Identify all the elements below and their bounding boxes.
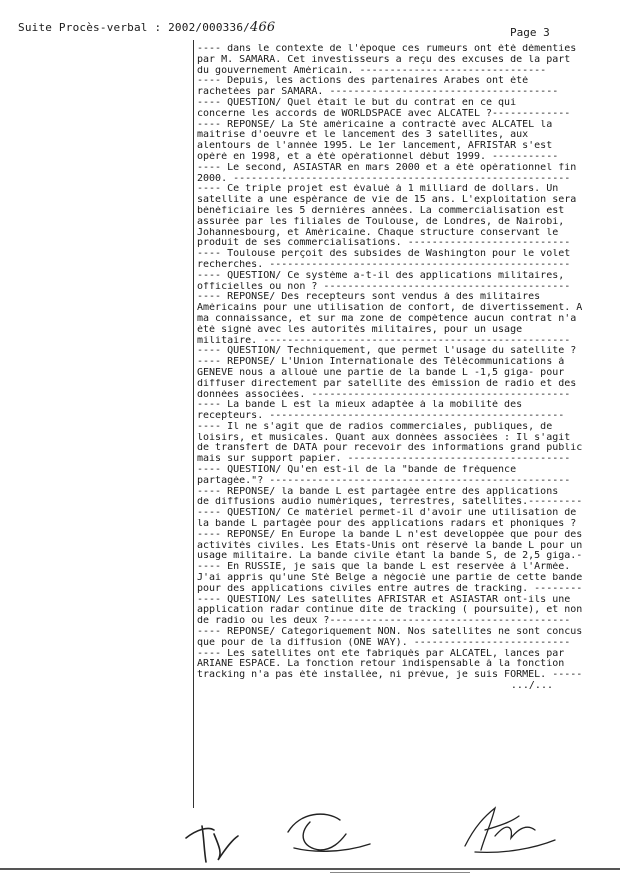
text-line: du gouvernement Américain. ------------------------------- xyxy=(197,65,547,76)
text-line: ---- REPONSE/ Des recepteurs sont vendus à des militaires xyxy=(197,292,541,303)
handwritten-page-number: 466 xyxy=(249,20,276,35)
reference-number: Suite Procès-verbal : 2002/000336/ xyxy=(18,21,250,34)
footer-rule-secondary xyxy=(330,872,470,873)
text-line: par M. SAMARA. Cet investisseurs a reçu des excuses de la part xyxy=(197,54,571,65)
text-line: Américains pour une utilisation de confort, de divertissement. A xyxy=(197,303,583,314)
text-line: ---- REPONSE/ Categoriquement NON. Nos satellites ne sont concus xyxy=(197,627,583,638)
text-line: données associées. ------------------------------------------- xyxy=(197,389,571,400)
text-line: ---- Les satellites ont ete fabriqués par ALCATEL, lances par xyxy=(197,648,565,659)
text-line: ---- dans le contexte de l'époque ces rumeurs ont été démenties xyxy=(197,44,577,54)
text-line: ---- REPONSE/ L'Union Internationale des Télécommunications à xyxy=(197,357,565,368)
text-line: recherches. -------------------------------------------------- xyxy=(197,259,571,270)
text-line: ---- En RUSSIE, je sais que la bande L est reservée à l'Armée. xyxy=(197,562,571,573)
text-line: ---- Ce triple projet est évalué à 1 milliard de dollars. Un xyxy=(197,184,559,195)
text-line: ---- Toulouse perçoit des subsides de Washington pour le volet xyxy=(197,249,571,260)
continuation-marker: .../... xyxy=(510,681,553,692)
text-line: ---- QUESTION/ Quel était le but du contrat en ce qui xyxy=(197,97,517,108)
text-line: de radio ou les deux ?---------------------------------------- xyxy=(197,616,571,627)
text-line: loisirs, et musicales. Quant aux données associées : Il s'agit xyxy=(197,432,571,443)
text-line: officielles ou non ? ----------------------------------------- xyxy=(197,281,571,292)
text-line: ---- Depuis, les actions des partenaires Arabes ont été xyxy=(197,76,529,87)
text-line: 2000. -------------------------------------------------------- xyxy=(197,173,571,184)
text-line: rachetées par SAMARA. -------------------------------------- xyxy=(197,87,559,98)
text-line: ---- QUESTION/ Ce matériel permet-il d'avoir une utilisation de xyxy=(197,508,577,519)
text-line: produit de ses commercialisations. --------------------------- xyxy=(197,238,571,249)
text-line: militaire. --------------------------------------------------- xyxy=(197,335,571,346)
text-line: application radar continue dite de tracking ( poursuite), et non xyxy=(197,605,583,616)
signature-2 xyxy=(280,804,380,860)
text-line: ma connaissance, et sur ma zone de compétence aucun contrat n'a xyxy=(197,313,577,324)
signature-3 xyxy=(455,796,565,858)
text-line: ---- Il ne s'agit que de radios commerciales, publiques, de xyxy=(197,421,553,432)
left-margin-line xyxy=(193,40,194,808)
text-line: bénéficiaire les 5 dernières années. La commercialisation est xyxy=(197,205,565,216)
text-line: concerne les accords de WORLDSPACE avec ALCATEL ?------------- xyxy=(197,108,571,119)
text-line: satellite a une espérance de vie de 15 ans. L'exploitation sera xyxy=(197,195,577,206)
text-line: ---- QUESTION/ Techniquement, que permet l'usage du satellite ? xyxy=(197,346,577,357)
text-line: de diffusions audio numériques, terrestres, satellites.--------- xyxy=(197,497,583,508)
text-line: ARIANE ESPACE. La fonction retour indispensable à la fonction xyxy=(197,659,565,670)
text-line: GENEVE nous a alloué une partie de la bande L -1,5 giga- pour xyxy=(197,367,565,378)
text-line: ---- REPONSE/ la bande L est partagée entre des applications xyxy=(197,486,559,497)
text-line: ---- QUESTION/ Les satellites AFRISTAR et ASIASTAR ont-ils une xyxy=(197,594,571,605)
text-line: J'ai appris qu'une Sté Belge a négocié une partie de cette bande xyxy=(197,573,583,584)
text-line: assurée par les filiales de Toulouse, de Londres, de Nairobi, xyxy=(197,216,565,227)
text-line: mais sur support papier. ------------------------------------- xyxy=(197,454,571,465)
text-line: Johannesbourg, et Américaine. Chaque structure conservant le xyxy=(197,227,559,238)
text-line: de transfert de DATA pour recevoir des informations grand public xyxy=(197,443,583,454)
text-line: pour des applications civiles entre autres de tracking. -------- xyxy=(197,583,583,594)
text-line: alentours de l'année 1995. Le 1er lancement, AFRISTAR s'est xyxy=(197,141,553,152)
text-line: ---- Le second, ASIASTAR en mars 2000 et a été opérationnel fin xyxy=(197,162,577,173)
text-line: la bande L partagée pour des applications radars et phoniques ? xyxy=(197,519,577,530)
text-line: été signé avec les autorités militaires, pour un usage xyxy=(197,324,523,335)
text-line: ---- QUESTION/ Ce système a-t-il des applications militaires, xyxy=(197,270,565,281)
text-line: activités civiles. Les Etats-Unis ont réservé la bande L pour un xyxy=(197,540,583,551)
signature-1 xyxy=(180,808,270,866)
text-line: ---- QUESTION/ Qu'en est-il de la "bande de fréquence xyxy=(197,465,517,476)
text-line: maitrise d'oeuvre et le lancement des 3 satellites, aux xyxy=(197,130,529,141)
text-line: partagée."? -------------------------------------------------- xyxy=(197,475,571,486)
text-line: recepteurs. ------------------------------------------------- xyxy=(197,411,565,422)
text-line: ---- La bande L est la mieux adaptée à la mobilité des xyxy=(197,400,523,411)
reference-header xyxy=(18,20,275,35)
text-line: ---- REPONSE/ La Sté américaine a contracté avec ALCATEL la xyxy=(197,119,553,130)
text-line: usage militaire. La bande civile étant la bande S, de 2,5 giga.- xyxy=(197,551,583,562)
text-line: diffuser directement par satellite des émission de radio et des xyxy=(197,378,577,389)
text-line: opéré en 1998, et a été opérationnel début 1999. ----------- xyxy=(197,151,559,162)
footer-rule xyxy=(0,868,620,870)
text-line: que pour de la diffusion (ONE WAY). -------------------------- xyxy=(197,637,571,648)
text-line: ---- REPONSE/ En Europe la bande L n'est developpée que pour des xyxy=(197,529,583,540)
page-number: Page 3 xyxy=(510,26,550,39)
text-line: tracking n'a pas été installée, ni prévue, je suis FORMEL. ----- xyxy=(197,670,583,681)
statement-body xyxy=(197,44,593,692)
